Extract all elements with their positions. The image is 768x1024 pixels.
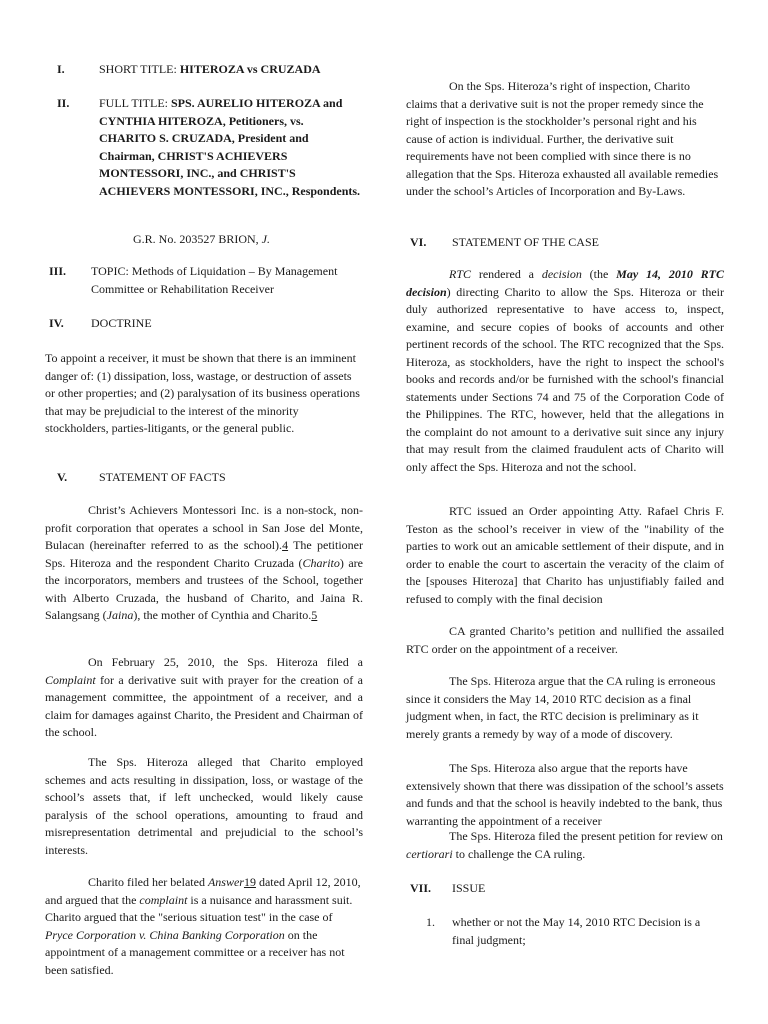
facts-text: Charito filed her belated <box>88 875 208 889</box>
case-text: (the <box>581 267 617 281</box>
section-doctrine <box>49 315 363 333</box>
case-text: ) directing Charito to allow the Sps. Hiteroza or their duly authorized representative to have access to, inspect, examine, and secure copies of books of accounts and other pertinent records of the school. The RTC recognized that the Sps. Hiteroza, as stockholders, have the right to inspect the school's books and records and/or be furnished with the school's financial statements under Sections 74 and 75 of the Corporation Code of the Philippines. The RTC, however, held that the allegations in the complaint do not amount to a derivative suit since any injury that may result from the claimed fraudulent acts of Charito will only affect the Sps. Hiteroza and not the school. <box>406 284 724 474</box>
section-short-title <box>57 61 363 79</box>
case-text: to challenge the CA ruling. <box>452 846 586 861</box>
issue-text: whether or not the May 14, 2010 RTC Decision is a final judgment; <box>452 915 701 947</box>
full-title-value: SPS. AURELIO HITEROZA and CYNTHIA HITEROZA, Petitioners, vs. CHARITO S. CRUZADA, President and Chairman, CHRIST'S ACHIEVERS MONTESSORI, INC., and CHRIST'S ACHIEVERS MONTESSORI, INC., Respondents. <box>99 96 361 198</box>
facts-paragraph-2 <box>45 654 363 742</box>
facts-paragraph-3: The Sps. Hiteroza alleged that Charito employed schemes and acts resulting in dissipation, loss, or wastage of the school’s assets that, if left unchecked, would likely cause paralysis of the school operations, amounting to fraud and misrepresentation detrimental and prejudicial to the school’s interests. <box>45 755 363 857</box>
section-issue <box>410 880 724 898</box>
section-heading: STATEMENT OF FACTS <box>99 470 226 484</box>
section-topic <box>49 263 363 298</box>
section-number: I. <box>57 62 65 76</box>
section-full-title <box>57 95 363 200</box>
facts-text: on the appointment of a management committee or a receiver has not been satisfied. <box>45 927 345 977</box>
case-paragraph-4: The Sps. Hiteroza argue that the CA ruling is erroneous since it considers the May 14, 2010 RTC decision as a final judgment when, in fact, the RTC decision is preliminary as it merely grants a remedy by way of a mode of discovery. <box>406 674 716 741</box>
facts-italic: Jaina <box>106 608 134 622</box>
facts-paragraph-1 <box>45 502 363 625</box>
footnote-link[interactable]: 19 <box>243 875 256 889</box>
case-bold-italic: May 14, 2010 RTC decision <box>406 267 724 299</box>
issue-number: 1. <box>426 915 435 929</box>
facts-italic: Answer <box>207 875 244 889</box>
section-heading: DOCTRINE <box>91 316 152 330</box>
facts-italic: Complaint <box>45 672 96 687</box>
case-paragraph-6 <box>406 828 724 863</box>
facts-italic: Charito <box>302 555 340 570</box>
case-text: rendered a <box>471 267 542 281</box>
section-number: III. <box>49 264 67 278</box>
section-number: VII. <box>410 881 432 895</box>
facts-italic: complaint <box>139 892 188 907</box>
issue-item <box>426 914 724 949</box>
case-italic: certiorari <box>406 846 453 861</box>
short-title-value: HITEROZA vs CRUZADA <box>179 62 321 76</box>
case-italic: RTC <box>449 267 472 281</box>
section-number: V. <box>57 470 68 484</box>
case-text: The Sps. Hiteroza filed the present petition for review on <box>449 829 723 843</box>
section-label: FULL TITLE: <box>99 96 171 110</box>
case-paragraph-5: The Sps. Hiteroza also argue that the reports have extensively shown that there was dissipation of the school’s assets and funds and that the school is heavily indebted to the bank, thus warranting the appointment of a receiver <box>406 761 724 828</box>
section-label: SHORT TITLE: <box>99 62 180 76</box>
section-heading: ISSUE <box>452 881 486 895</box>
facts-text: The petitioner Sps. Hiteroza and the respondent Charito Cruzada ( <box>45 538 363 570</box>
section-number: IV. <box>49 316 64 330</box>
section-facts <box>57 469 363 487</box>
case-paragraph-2: RTC issued an Order appointing Atty. Rafael Chris F. Teston as the school’s receiver in view of the "inability of the parties to work out an amicable settlement of their dispute, and in order to enable the court to ascertain the veracity of the claim of the [spouses Hiteroza] that Charito has unjustifiably failed and refused to comply with the final decision <box>406 504 724 606</box>
facts-paragraph-4 <box>45 874 363 979</box>
section-number: II. <box>57 96 70 110</box>
gr-number-text: G.R. No. 203527 BRION, <box>133 232 262 246</box>
facts-text: On February 25, 2010, the Sps. Hiteroza filed a <box>88 655 363 669</box>
topic-text: TOPIC: Methods of Liquidation – By Management Committee or Rehabilitation Receiver <box>91 264 338 296</box>
gr-number <box>133 231 363 249</box>
facts-text: for a derivative suit with prayer for the creation of a management committee, the appointment of a receiver, and a claim for damages against Charito, the President and Chairman of the school. <box>45 672 363 739</box>
case-paragraph-3: CA granted Charito’s petition and nullified the assailed RTC order on the appointment of a receiver. <box>406 624 724 656</box>
facts-text: dated April 12, 2010, and argued that the <box>45 875 361 907</box>
doctrine-text: To appoint a receiver, it must be shown that there is an imminent danger of: (1) dissipation, loss, wastage, or destruction of assets or other properties; and (2) paralysation of its business operations that may be prejudicial to the interest of the minority stockholders, parties-litigants, or the general public. <box>45 351 360 435</box>
footnote-link[interactable]: 4 <box>282 538 289 552</box>
case-paragraph-1 <box>406 266 724 476</box>
ponente-initial: J. <box>261 232 270 246</box>
facts-text: ), the mother of Cynthia and Charito. <box>133 608 312 622</box>
section-number: VI. <box>410 235 427 249</box>
case-citation: Pryce Corporation v. China Banking Corporation <box>45 927 285 942</box>
facts-text: ) are the incorporators, members and trustees of the School, together with Alberto Cruzada, the husband of Charito, and Jaina R. Salangsang ( <box>45 555 363 622</box>
section-case <box>410 234 724 252</box>
footnote-link[interactable]: 5 <box>311 608 318 622</box>
section-heading: STATEMENT OF THE CASE <box>452 235 599 249</box>
facts-text: is a nuisance and harassment suit. Charito argued that the "serious situation test" in the case of <box>45 892 353 924</box>
case-italic: decision <box>541 267 582 281</box>
facts-text: Christ’s Achievers Montessori Inc. is a non-stock, non-profit corporation that operates a school in San Jose del Monte, Bulacan (hereinafter referred to as the school). <box>45 503 363 552</box>
inspection-paragraph: On the Sps. Hiteroza’s right of inspection, Charito claims that a derivative suit is not the proper remedy since the right of inspection is the stockholder’s personal right and his cause of action is individual. Further, the derivative suit requirements have not been complied with since there is no allegation that the Sps. Hiteroza exhausted all available remedies under the school’s Articles of Incorporation and By-Laws. <box>406 79 719 198</box>
